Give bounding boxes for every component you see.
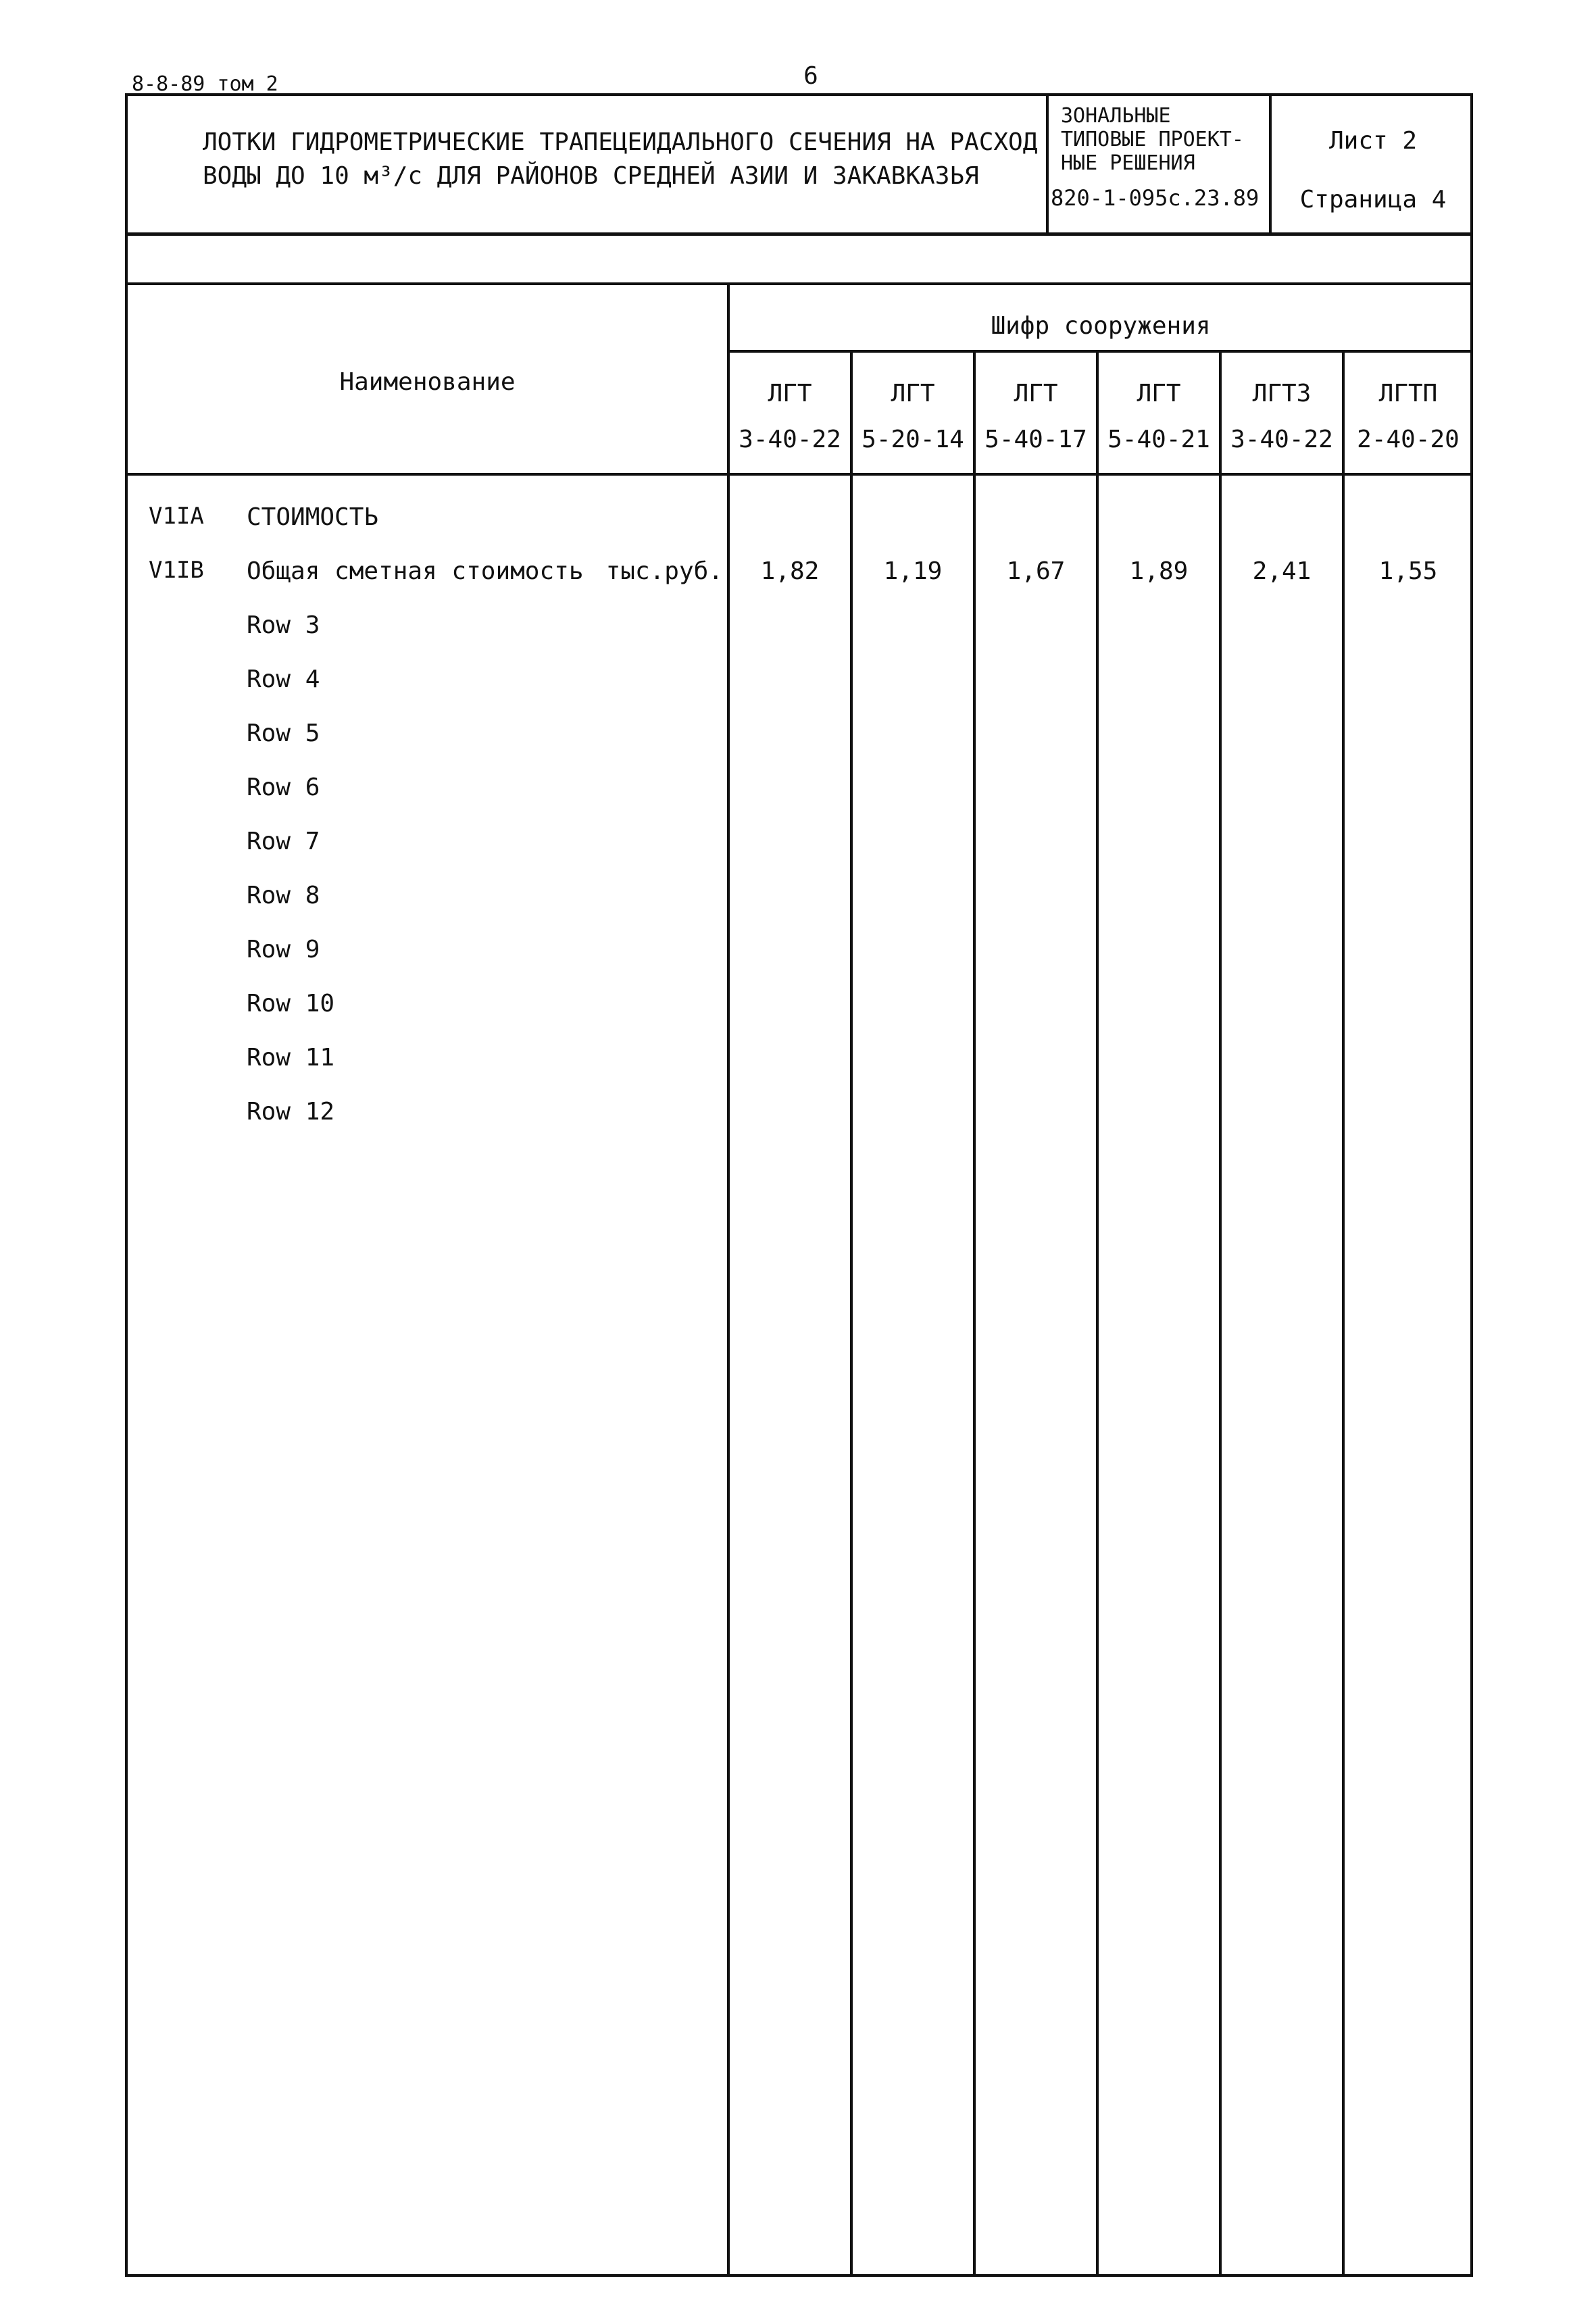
column-header: ЛГТ — [768, 380, 812, 407]
row-label: Row 8 — [247, 882, 320, 909]
row-label: СТОИМОСТЬ — [247, 503, 379, 531]
row-label: Row 11 — [247, 1044, 335, 1072]
column-header: ЛГТП — [1378, 380, 1438, 407]
title-line-2: ВОДЫ ДО 10 м³/с ДЛЯ РАЙОНОВ СРЕДНЕЙ АЗИИ И ЗАКАВКАЗЬЯ — [203, 162, 979, 190]
row-label: Row 4 — [247, 665, 320, 693]
column-header: 5-20-14 — [862, 426, 964, 453]
row-label: Row 6 — [247, 774, 320, 801]
main-table — [125, 233, 1473, 2277]
title-line-1: ЛОТКИ ГИДРОМЕТРИЧЕСКИЕ ТРАПЕЦЕИДАЛЬНОГО СЕЧЕНИЯ НА РАСХОД — [203, 128, 1038, 156]
project-code: 820-1-095с.23.89 — [1051, 185, 1260, 211]
column-header: ЛГТ — [891, 380, 935, 407]
column-header: ЛГТ3 — [1252, 380, 1312, 407]
row-code: V1IB — [149, 557, 204, 584]
column-header: 5-40-21 — [1107, 426, 1210, 453]
row-unit: тыс.руб. — [605, 557, 723, 585]
column-header: ЛГТ — [1014, 380, 1058, 407]
row-label: Row 12 — [247, 1098, 335, 1126]
row-label: Row 9 — [247, 936, 320, 963]
table-cell: 1,67 — [1006, 557, 1066, 585]
table-cell: 2,41 — [1252, 557, 1312, 585]
row-label: Row 7 — [247, 828, 320, 855]
zone-line-2: ТИПОВЫЕ ПРОЕКТ- — [1061, 128, 1244, 151]
sheet-label: Лист 2 — [1328, 127, 1418, 155]
zone-line-1: ЗОНАЛЬНЫЕ — [1061, 104, 1171, 128]
column-header: ЛГТ — [1137, 380, 1181, 407]
zone-line-3: НЫЕ РЕШЕНИЯ — [1061, 151, 1195, 175]
doc-ref: 8-8-89 том 2 — [132, 72, 278, 96]
row-label: Общая сметная стоимость — [247, 557, 584, 585]
table-cell: 1,55 — [1378, 557, 1438, 585]
column-header: 3-40-22 — [1230, 426, 1333, 453]
page-number: 6 — [803, 62, 818, 90]
page-label: Страница 4 — [1299, 186, 1447, 213]
table-cell: 1,82 — [760, 557, 820, 585]
row-label: Row 3 — [247, 611, 320, 639]
table-cell: 1,19 — [883, 557, 943, 585]
row-label: Row 10 — [247, 990, 335, 1017]
row-label: Row 5 — [247, 720, 320, 747]
name-header: Наименование — [339, 368, 516, 396]
column-header: 2-40-20 — [1357, 426, 1460, 453]
row-code: V1IA — [149, 503, 204, 530]
column-header: 5-40-17 — [984, 426, 1087, 453]
table-cell: 1,89 — [1129, 557, 1189, 585]
column-header: 3-40-22 — [739, 426, 841, 453]
cipher-header: Шифр сооружения — [991, 312, 1211, 340]
